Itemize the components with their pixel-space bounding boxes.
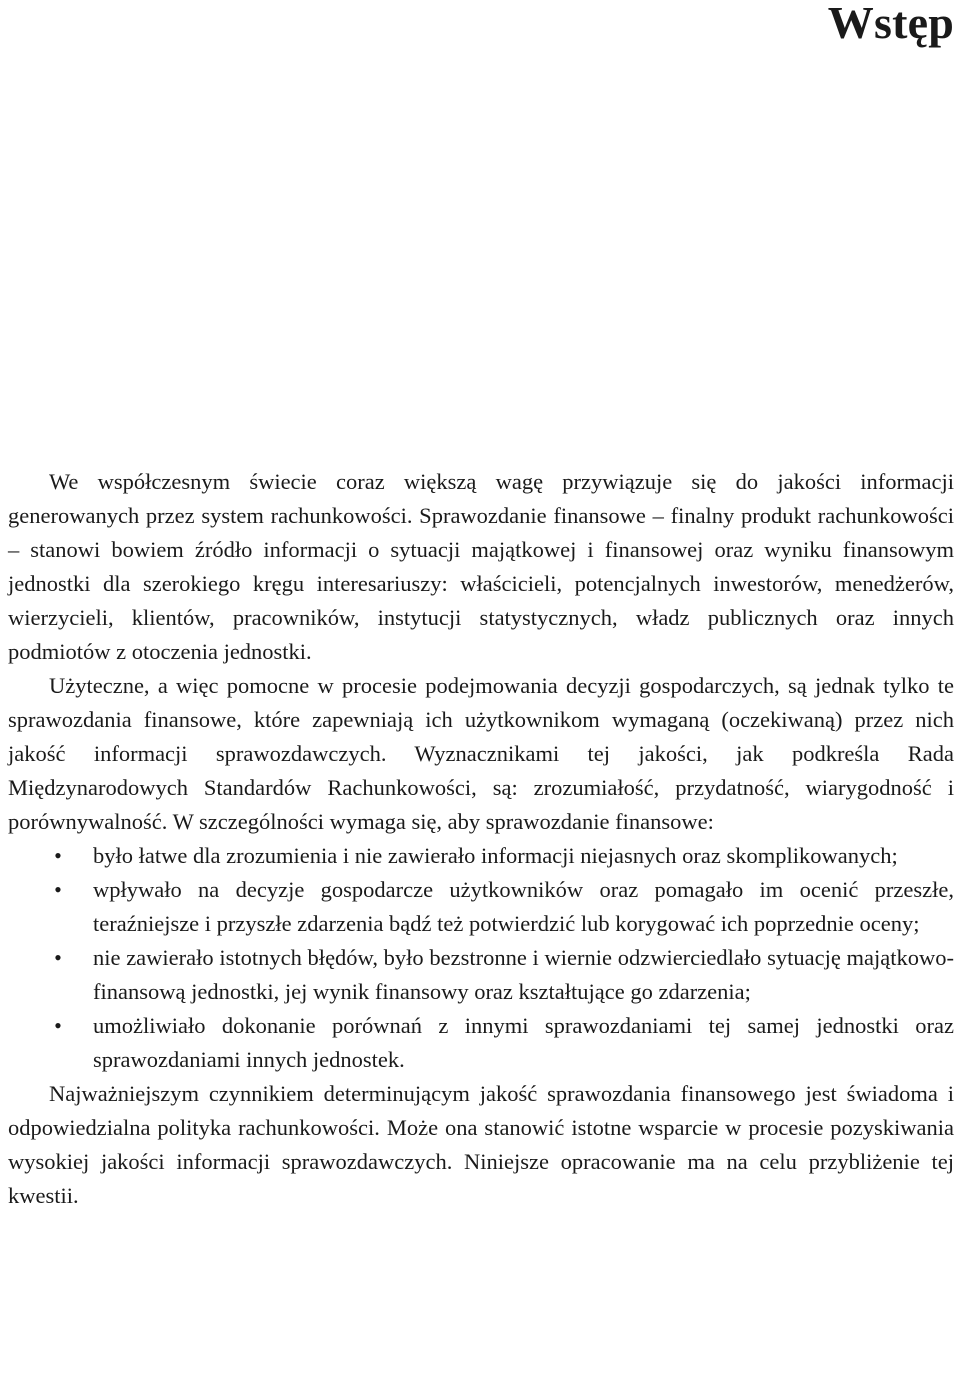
list-item-text: wpływało na decyzje gospodarcze użytkowników oraz pomagało im ocenić przeszłe, teraźniejsze i przyszłe zdarzenia bądź też potwierdzić lub korygować ich poprzednie oceny; — [93, 877, 954, 936]
document-body — [8, 465, 954, 1213]
bullet-icon: • — [54, 843, 62, 868]
list-item — [8, 873, 954, 941]
list-item — [8, 1009, 954, 1077]
paragraph-intro: We współczesnym świecie coraz większą wagę przywiązuje się do jakości informacji generowanych przez system rachunkowości. Sprawozdanie finansowe – finalny produkt rachunkowości – stanowi bowiem źródło informacji o sytuacji majątkowej i finansowej oraz wyniku finansowym jednostki dla szerokiego kręgu interesariuszy: właścicieli, potencjalnych inwestorów, menedżerów, wierzycieli, klientów, pracowników, instytucji statystycznych, władz publicznych oraz innych podmiotów z otoczenia jednostki. — [8, 469, 954, 664]
list-item — [8, 941, 954, 1009]
list-item — [8, 839, 954, 873]
bullet-icon: • — [54, 945, 62, 970]
paragraph-accounting-policy: Najważniejszym czynnikiem determinującym jakość sprawozdania finansowego jest świadoma i odpowiedzialna polityka rachunkowości. Może ona stanowić istotne wsparcie w procesie pozyskiwania wysokiej jakości informacji sprawozdawczych. Niniejsze opracowanie ma na celu przybliżenie tej kwestii. — [8, 1081, 954, 1208]
requirements-list — [8, 839, 954, 1077]
list-item-text: nie zawierało istotnych błędów, było bezstronne i wiernie odzwierciedlało sytuację majątkowo-finansową jednostki, jej wynik finansowy oraz kształtujące go zdarzenia; — [93, 945, 954, 1004]
bullet-icon: • — [54, 877, 62, 902]
page-title: Wstęp — [827, 0, 954, 48]
bullet-icon: • — [54, 1013, 62, 1038]
paragraph-usefulness: Użyteczne, a więc pomocne w procesie podejmowania decyzji gospodarczych, są jednak tylko te sprawozdania finansowe, które zapewniają ich użytkownikom wymaganą (oczekiwaną) przez nich jakość informacji sprawozdawczych. Wyznacznikami tej jakości, jak podkreśla Rada Międzynarodowych Standardów Rachunkowości, są: zrozumiałość, przydatność, wiarygodność i porównywalność. W szczególności wymaga się, aby sprawozdanie finansowe: — [8, 673, 954, 834]
list-item-text: było łatwe dla zrozumienia i nie zawierało informacji niejasnych oraz skomplikowanych; — [93, 843, 898, 868]
list-item-text: umożliwiało dokonanie porównań z innymi sprawozdaniami tej samej jednostki oraz sprawozdaniami innych jednostek. — [93, 1013, 954, 1072]
